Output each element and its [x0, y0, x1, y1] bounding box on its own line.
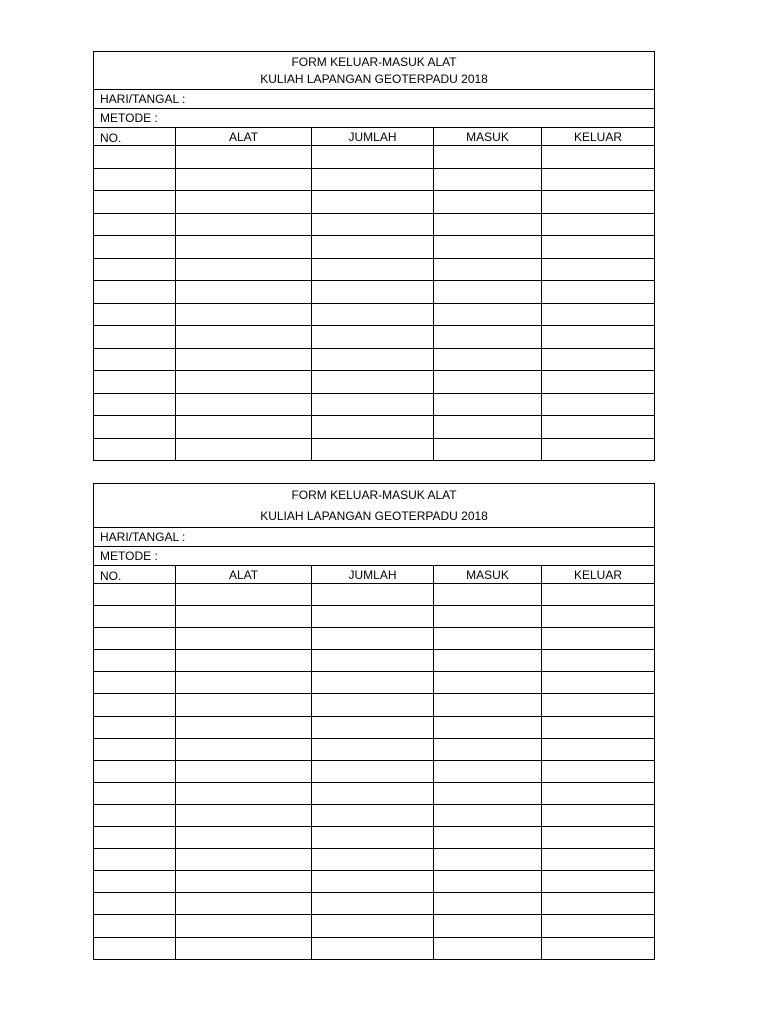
- cell-no[interactable]: [94, 213, 176, 236]
- cell-masuk[interactable]: [434, 937, 542, 959]
- cell-no[interactable]: [94, 915, 176, 937]
- cell-no[interactable]: [94, 694, 176, 716]
- cell-keluar[interactable]: [542, 738, 655, 760]
- table-row: [94, 606, 655, 628]
- cell-keluar[interactable]: [542, 584, 655, 606]
- cell-keluar[interactable]: [542, 628, 655, 650]
- cell-no[interactable]: [94, 804, 176, 826]
- cell-keluar[interactable]: [542, 915, 655, 937]
- cell-alat[interactable]: [176, 371, 312, 394]
- cell-jumlah[interactable]: [312, 760, 434, 782]
- cell-masuk[interactable]: [434, 281, 542, 304]
- cell-no[interactable]: [94, 258, 176, 281]
- form-title: [94, 52, 655, 90]
- cell-keluar[interactable]: [542, 937, 655, 959]
- cell-keluar[interactable]: [542, 281, 655, 304]
- hari-tangal-label[interactable]: HARI/TANGAL :: [94, 90, 655, 109]
- cell-alat[interactable]: [176, 606, 312, 628]
- table-row: [94, 915, 655, 937]
- equipment-form-2: [93, 483, 655, 960]
- cell-no[interactable]: [94, 606, 176, 628]
- table-row: [94, 393, 655, 416]
- cell-jumlah[interactable]: [312, 393, 434, 416]
- cell-alat[interactable]: [176, 760, 312, 782]
- form-title-line-2: KULIAH LAPANGAN GEOTERPADU 2018: [260, 509, 488, 523]
- cell-alat[interactable]: [176, 672, 312, 694]
- cell-alat[interactable]: [176, 628, 312, 650]
- cell-no[interactable]: [94, 438, 176, 461]
- hari-tangal-label[interactable]: HARI/TANGAL :: [94, 528, 655, 547]
- table-row: [94, 416, 655, 439]
- table-row: [94, 849, 655, 871]
- hari-tangal-row: [94, 90, 655, 109]
- cell-keluar[interactable]: [542, 416, 655, 439]
- cell-alat[interactable]: [176, 236, 312, 259]
- table-row: [94, 348, 655, 371]
- cell-no[interactable]: [94, 871, 176, 893]
- cell-keluar[interactable]: [542, 871, 655, 893]
- cell-keluar[interactable]: [542, 213, 655, 236]
- cell-masuk[interactable]: [434, 371, 542, 394]
- cell-keluar[interactable]: [542, 191, 655, 214]
- table-body: [94, 146, 655, 461]
- form-title-line-1: FORM KELUAR-MASUK ALAT: [291, 488, 457, 502]
- table-row: [94, 893, 655, 915]
- cell-alat[interactable]: [176, 146, 312, 169]
- cell-masuk[interactable]: [434, 849, 542, 871]
- cell-masuk[interactable]: [434, 236, 542, 259]
- table-header-row: [94, 128, 655, 146]
- cell-alat[interactable]: [176, 213, 312, 236]
- cell-masuk[interactable]: [434, 303, 542, 326]
- cell-alat[interactable]: [176, 416, 312, 439]
- cell-no[interactable]: [94, 191, 176, 214]
- table-row: [94, 584, 655, 606]
- cell-masuk[interactable]: [434, 782, 542, 804]
- table-row: [94, 827, 655, 849]
- cell-jumlah[interactable]: [312, 804, 434, 826]
- cell-alat[interactable]: [176, 937, 312, 959]
- column-header-jumlah: JUMLAH: [312, 128, 434, 146]
- cell-jumlah[interactable]: [312, 348, 434, 371]
- cell-jumlah[interactable]: [312, 281, 434, 304]
- cell-keluar[interactable]: [542, 827, 655, 849]
- cell-jumlah[interactable]: [312, 213, 434, 236]
- cell-masuk[interactable]: [434, 694, 542, 716]
- cell-jumlah[interactable]: [312, 672, 434, 694]
- cell-jumlah[interactable]: [312, 716, 434, 738]
- cell-no[interactable]: [94, 628, 176, 650]
- cell-jumlah[interactable]: [312, 191, 434, 214]
- cell-alat[interactable]: [176, 191, 312, 214]
- equipment-form-1: [93, 51, 655, 461]
- cell-masuk[interactable]: [434, 915, 542, 937]
- cell-keluar[interactable]: [542, 258, 655, 281]
- table-row: [94, 760, 655, 782]
- table-row: [94, 236, 655, 259]
- cell-no[interactable]: [94, 393, 176, 416]
- cell-keluar[interactable]: [542, 146, 655, 169]
- cell-no[interactable]: [94, 650, 176, 672]
- cell-keluar[interactable]: [542, 348, 655, 371]
- cell-jumlah[interactable]: [312, 168, 434, 191]
- table-header-row: [94, 566, 655, 584]
- cell-keluar[interactable]: [542, 438, 655, 461]
- table-row: [94, 326, 655, 349]
- cell-no[interactable]: [94, 716, 176, 738]
- cell-no[interactable]: [94, 584, 176, 606]
- cell-jumlah[interactable]: [312, 782, 434, 804]
- cell-alat[interactable]: [176, 893, 312, 915]
- cell-no[interactable]: [94, 416, 176, 439]
- cell-jumlah[interactable]: [312, 371, 434, 394]
- table-row: [94, 258, 655, 281]
- cell-alat[interactable]: [176, 348, 312, 371]
- table-row: [94, 782, 655, 804]
- table-row: [94, 738, 655, 760]
- cell-masuk[interactable]: [434, 716, 542, 738]
- cell-jumlah[interactable]: [312, 650, 434, 672]
- column-header-masuk: MASUK: [434, 128, 542, 146]
- cell-alat[interactable]: [176, 804, 312, 826]
- cell-masuk[interactable]: [434, 258, 542, 281]
- cell-alat[interactable]: [176, 326, 312, 349]
- column-header-keluar: KELUAR: [542, 128, 655, 146]
- column-header-jumlah: JUMLAH: [312, 566, 434, 584]
- cell-keluar[interactable]: [542, 694, 655, 716]
- cell-alat[interactable]: [176, 738, 312, 760]
- cell-masuk[interactable]: [434, 760, 542, 782]
- table-row: [94, 628, 655, 650]
- table-row: [94, 438, 655, 461]
- column-header-keluar: KELUAR: [542, 566, 655, 584]
- cell-jumlah[interactable]: [312, 438, 434, 461]
- table-row: [94, 146, 655, 169]
- cell-masuk[interactable]: [434, 326, 542, 349]
- cell-jumlah[interactable]: [312, 258, 434, 281]
- form-title-line-2: KULIAH LAPANGAN GEOTERPADU 2018: [260, 72, 488, 86]
- hari-tangal-row: [94, 528, 655, 547]
- cell-masuk[interactable]: [434, 893, 542, 915]
- cell-jumlah[interactable]: [312, 584, 434, 606]
- cell-no[interactable]: [94, 760, 176, 782]
- cell-alat[interactable]: [176, 694, 312, 716]
- cell-alat[interactable]: [176, 716, 312, 738]
- cell-alat[interactable]: [176, 871, 312, 893]
- cell-masuk[interactable]: [434, 348, 542, 371]
- table-row: [94, 672, 655, 694]
- form-title-line-1: FORM KELUAR-MASUK ALAT: [291, 55, 457, 69]
- cell-jumlah[interactable]: [312, 738, 434, 760]
- cell-keluar[interactable]: [542, 393, 655, 416]
- table-row: [94, 650, 655, 672]
- cell-no[interactable]: [94, 326, 176, 349]
- table-row: [94, 716, 655, 738]
- cell-masuk[interactable]: [434, 871, 542, 893]
- cell-alat[interactable]: [176, 281, 312, 304]
- cell-no[interactable]: [94, 348, 176, 371]
- cell-masuk[interactable]: [434, 738, 542, 760]
- cell-alat[interactable]: [176, 849, 312, 871]
- cell-keluar[interactable]: [542, 303, 655, 326]
- table-row: [94, 168, 655, 191]
- cell-jumlah[interactable]: [312, 893, 434, 915]
- cell-jumlah[interactable]: [312, 628, 434, 650]
- cell-keluar[interactable]: [542, 716, 655, 738]
- column-header-no: NO.: [94, 128, 176, 146]
- cell-no[interactable]: [94, 827, 176, 849]
- cell-masuk[interactable]: [434, 213, 542, 236]
- cell-alat[interactable]: [176, 438, 312, 461]
- cell-masuk[interactable]: [434, 584, 542, 606]
- table-row: [94, 281, 655, 304]
- cell-jumlah[interactable]: [312, 915, 434, 937]
- column-header-alat: ALAT: [176, 128, 312, 146]
- cell-jumlah[interactable]: [312, 849, 434, 871]
- cell-alat[interactable]: [176, 827, 312, 849]
- cell-no[interactable]: [94, 168, 176, 191]
- cell-alat[interactable]: [176, 303, 312, 326]
- table-body: [94, 584, 655, 960]
- cell-jumlah[interactable]: [312, 694, 434, 716]
- cell-no[interactable]: [94, 738, 176, 760]
- cell-keluar[interactable]: [542, 849, 655, 871]
- cell-no[interactable]: [94, 672, 176, 694]
- cell-masuk[interactable]: [434, 393, 542, 416]
- cell-masuk[interactable]: [434, 827, 542, 849]
- cell-alat[interactable]: [176, 782, 312, 804]
- column-header-no: NO.: [94, 566, 176, 584]
- cell-jumlah[interactable]: [312, 146, 434, 169]
- cell-masuk[interactable]: [434, 628, 542, 650]
- cell-jumlah[interactable]: [312, 326, 434, 349]
- table-row: [94, 871, 655, 893]
- cell-masuk[interactable]: [434, 191, 542, 214]
- cell-no[interactable]: [94, 893, 176, 915]
- cell-no[interactable]: [94, 937, 176, 959]
- cell-no[interactable]: [94, 236, 176, 259]
- column-header-masuk: MASUK: [434, 566, 542, 584]
- cell-keluar[interactable]: [542, 893, 655, 915]
- cell-masuk[interactable]: [434, 672, 542, 694]
- cell-keluar[interactable]: [542, 760, 655, 782]
- cell-no[interactable]: [94, 146, 176, 169]
- table-row: [94, 804, 655, 826]
- cell-alat[interactable]: [176, 168, 312, 191]
- table-row: [94, 191, 655, 214]
- cell-keluar[interactable]: [542, 236, 655, 259]
- cell-masuk[interactable]: [434, 168, 542, 191]
- cell-keluar[interactable]: [542, 371, 655, 394]
- cell-jumlah[interactable]: [312, 236, 434, 259]
- cell-masuk[interactable]: [434, 606, 542, 628]
- cell-keluar[interactable]: [542, 782, 655, 804]
- column-header-alat: ALAT: [176, 566, 312, 584]
- cell-jumlah[interactable]: [312, 827, 434, 849]
- cell-no[interactable]: [94, 782, 176, 804]
- cell-alat[interactable]: [176, 258, 312, 281]
- cell-jumlah[interactable]: [312, 871, 434, 893]
- cell-masuk[interactable]: [434, 146, 542, 169]
- cell-no[interactable]: [94, 371, 176, 394]
- cell-keluar[interactable]: [542, 326, 655, 349]
- cell-alat[interactable]: [176, 393, 312, 416]
- cell-no[interactable]: [94, 281, 176, 304]
- cell-masuk[interactable]: [434, 416, 542, 439]
- cell-jumlah[interactable]: [312, 416, 434, 439]
- metode-row: [94, 547, 655, 566]
- form-title-row: [94, 484, 655, 528]
- table-row: [94, 371, 655, 394]
- cell-masuk[interactable]: [434, 438, 542, 461]
- table-row: [94, 213, 655, 236]
- form-title: [94, 484, 655, 528]
- metode-row: [94, 109, 655, 128]
- metode-label[interactable]: METODE :: [94, 547, 655, 566]
- cell-keluar[interactable]: [542, 168, 655, 191]
- cell-jumlah[interactable]: [312, 937, 434, 959]
- cell-jumlah[interactable]: [312, 303, 434, 326]
- cell-jumlah[interactable]: [312, 606, 434, 628]
- cell-alat[interactable]: [176, 650, 312, 672]
- cell-no[interactable]: [94, 849, 176, 871]
- cell-keluar[interactable]: [542, 804, 655, 826]
- cell-masuk[interactable]: [434, 650, 542, 672]
- cell-no[interactable]: [94, 303, 176, 326]
- metode-label[interactable]: METODE :: [94, 109, 655, 128]
- form-title-row: [94, 52, 655, 90]
- cell-keluar[interactable]: [542, 672, 655, 694]
- cell-alat[interactable]: [176, 584, 312, 606]
- table-row: [94, 694, 655, 716]
- cell-masuk[interactable]: [434, 804, 542, 826]
- cell-keluar[interactable]: [542, 650, 655, 672]
- cell-alat[interactable]: [176, 915, 312, 937]
- table-row: [94, 937, 655, 959]
- table-row: [94, 303, 655, 326]
- cell-keluar[interactable]: [542, 606, 655, 628]
